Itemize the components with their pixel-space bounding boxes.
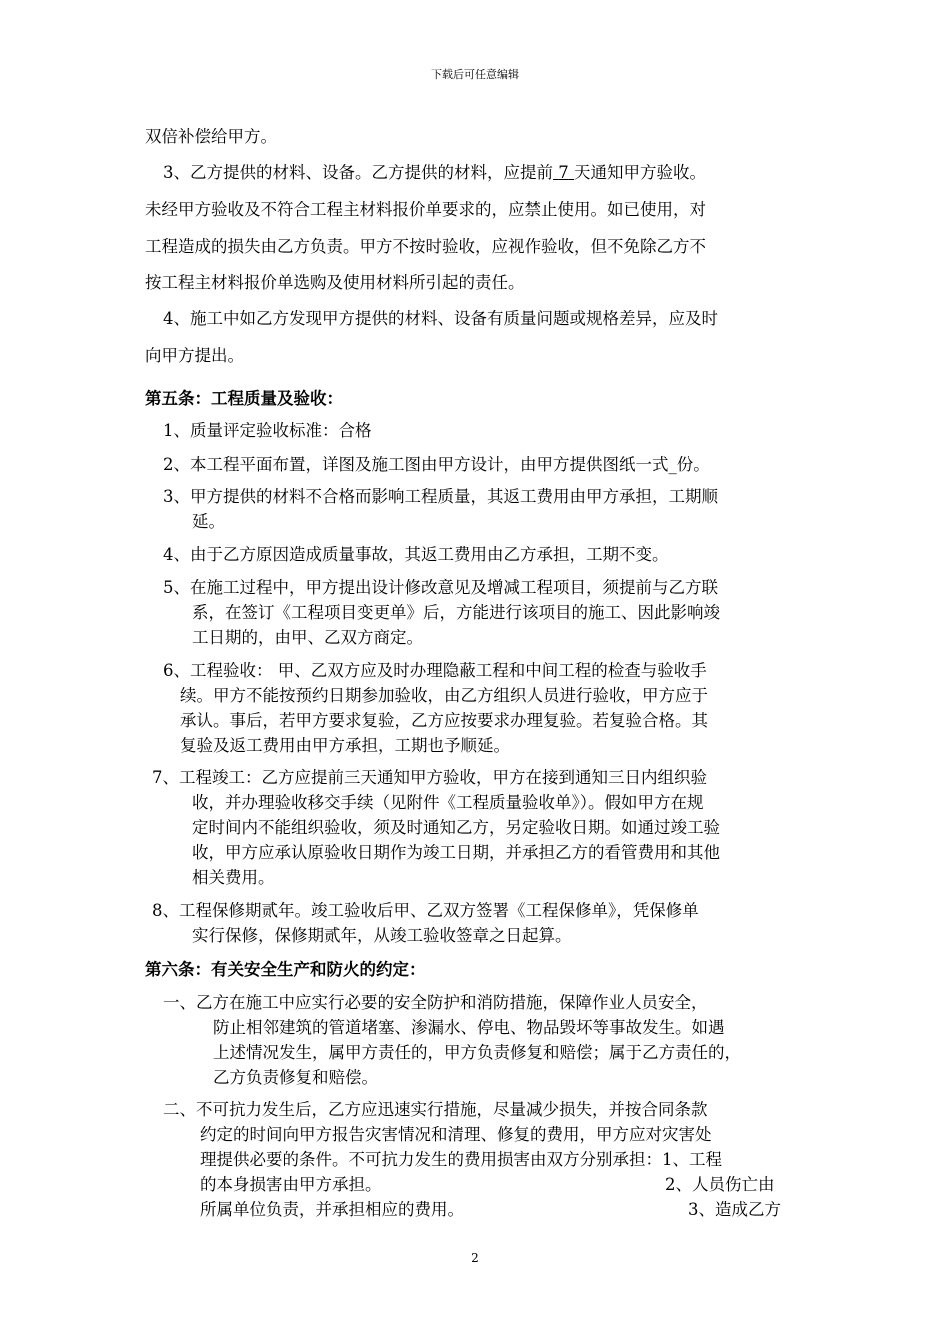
page-number: 2 xyxy=(471,1251,479,1265)
s6-item-2-line-2: 约定的时间向甲方报告灾害情况和清理、修复的费用，甲方应对灾害处 xyxy=(200,1125,712,1144)
s6-item-2-line-5: 所属单位负责，并承担相应的费用。 xyxy=(200,1200,464,1219)
s5-item-6-line-4: 复验及返工费用由甲方承担，工期也予顺延。 xyxy=(180,736,510,755)
paragraph-line: 双倍补偿给甲方。 xyxy=(145,127,277,146)
s5-item-7-line-5: 相关费用。 xyxy=(192,868,275,887)
s6-item-2-line-4b: 2、人员伤亡由 xyxy=(665,1175,775,1194)
s5-item-5-line-1: 5、在施工过程中，甲方提出设计修改意见及增减工程项目，须提前与乙方联 xyxy=(163,578,718,597)
s5-item-8-line-1: 8、工程保修期贰年。竣工验收后甲、乙双方签署《工程保修单》，凭保修单 xyxy=(152,901,699,920)
s6-item-2-line-3: 理提供必要的条件。不可抗力发生的费用损害由双方分别承担：1、工程 xyxy=(200,1150,722,1169)
s5-item-6-line-1: 6、工程验收： 甲、乙双方应及时办理隐蔽工程和中间工程的检查与验收手 xyxy=(163,661,707,680)
s5-item-7-line-1: 7、工程竣工：乙方应提前三天通知甲方验收，甲方在接到通知三日内组织验 xyxy=(152,768,707,787)
s5-item-6-line-2: 续。甲方不能按预约日期参加验收，由乙方组织人员进行验收，甲方应于 xyxy=(180,686,708,705)
s5-item-7-line-2: 收，并办理验收移交手续（见附件《工程质量验收单》）。假如甲方在规 xyxy=(192,793,704,812)
s6-item-1-line-1: 一、乙方在施工中应实行必要的安全防护和消防措施，保障作业人员安全， xyxy=(163,993,708,1012)
page-header: 下载后可任意编辑 xyxy=(431,68,519,81)
s6-item-1-line-2: 防止相邻建筑的管道堵塞、渗漏水、停电、物品毁坏等事故发生。如遇 xyxy=(213,1018,725,1037)
clause-3-line-4: 按工程主材料报价单选购及使用材料所引起的责任。 xyxy=(145,273,525,292)
clause-3-line-1 xyxy=(163,163,706,183)
clause-4-line-2: 向甲方提出。 xyxy=(145,346,244,365)
section-6-title: 第六条：有关安全生产和防火的约定： xyxy=(145,960,426,979)
s5-item-1: 1、质量评定验收标准：合格 xyxy=(163,421,372,440)
s6-item-2-line-5b: 3、造成乙方 xyxy=(688,1200,781,1219)
clause-3-line-3: 工程造成的损失由乙方负责。甲方不按时验收，应视作验收，但不免除乙方不 xyxy=(145,237,706,256)
s6-item-1-line-3: 上述情况发生，属甲方责任的，甲方负责修复和赔偿；属于乙方责任的， xyxy=(213,1043,741,1062)
section-5-title: 第五条：工程质量及验收： xyxy=(145,389,343,408)
s5-item-3-line-2: 延。 xyxy=(192,512,225,531)
s6-item-2-line-4: 的本身损害由甲方承担。 xyxy=(200,1175,382,1194)
s6-item-2-line-1: 二、不可抗力发生后，乙方应迅速实行措施，尽量减少损失，并按合同条款 xyxy=(163,1100,708,1119)
s5-item-6-line-3: 承认。事后，若甲方要求复验，乙方应按要求办理复验。若复验合格。其 xyxy=(180,711,708,730)
clause-4-line-1: 4、施工中如乙方发现甲方提供的材料、设备有质量问题或规格差异，应及时 xyxy=(163,309,718,328)
s5-item-7-line-3: 定时间内不能组织验收，须及时通知乙方，另定验收日期。如通过竣工验 xyxy=(192,818,720,837)
s6-item-1-line-4: 乙方负责修复和赔偿。 xyxy=(213,1068,378,1087)
clause-3-text-b: 天通知甲方验收。 xyxy=(574,163,706,182)
notice-days-value: 7 xyxy=(558,163,569,182)
s5-item-4: 4、由于乙方原因造成质量事故，其返工费用由乙方承担，工期不变。 xyxy=(163,545,669,564)
s5-item-8-line-2: 实行保修，保修期贰年，从竣工验收签章之日起算。 xyxy=(192,926,572,945)
s5-item-7-line-4: 收，甲方应承认原验收日期作为竣工日期，并承担乙方的看管费用和其他 xyxy=(192,843,720,862)
s5-item-5-line-2: 系，在签订《工程项目变更单》后，方能进行该项目的施工、因此影响竣 xyxy=(192,603,720,622)
s5-item-5-line-3: 工日期的，由甲、乙双方商定。 xyxy=(192,628,423,647)
s5-item-3-line-1: 3、甲方提供的材料不合格而影响工程质量，其返工费用由甲方承担，工期顺 xyxy=(163,487,718,506)
clause-3-line-2: 未经甲方验收及不符合工程主材料报价单要求的，应禁止使用。如已使用，对 xyxy=(145,200,706,219)
s5-item-2: 2、本工程平面布置，详图及施工图由甲方设计，由甲方提供图纸一式_份。 xyxy=(163,455,710,474)
clause-3-text-a: 3、乙方提供的材料、设备。乙方提供的材料，应提前 xyxy=(163,163,553,182)
